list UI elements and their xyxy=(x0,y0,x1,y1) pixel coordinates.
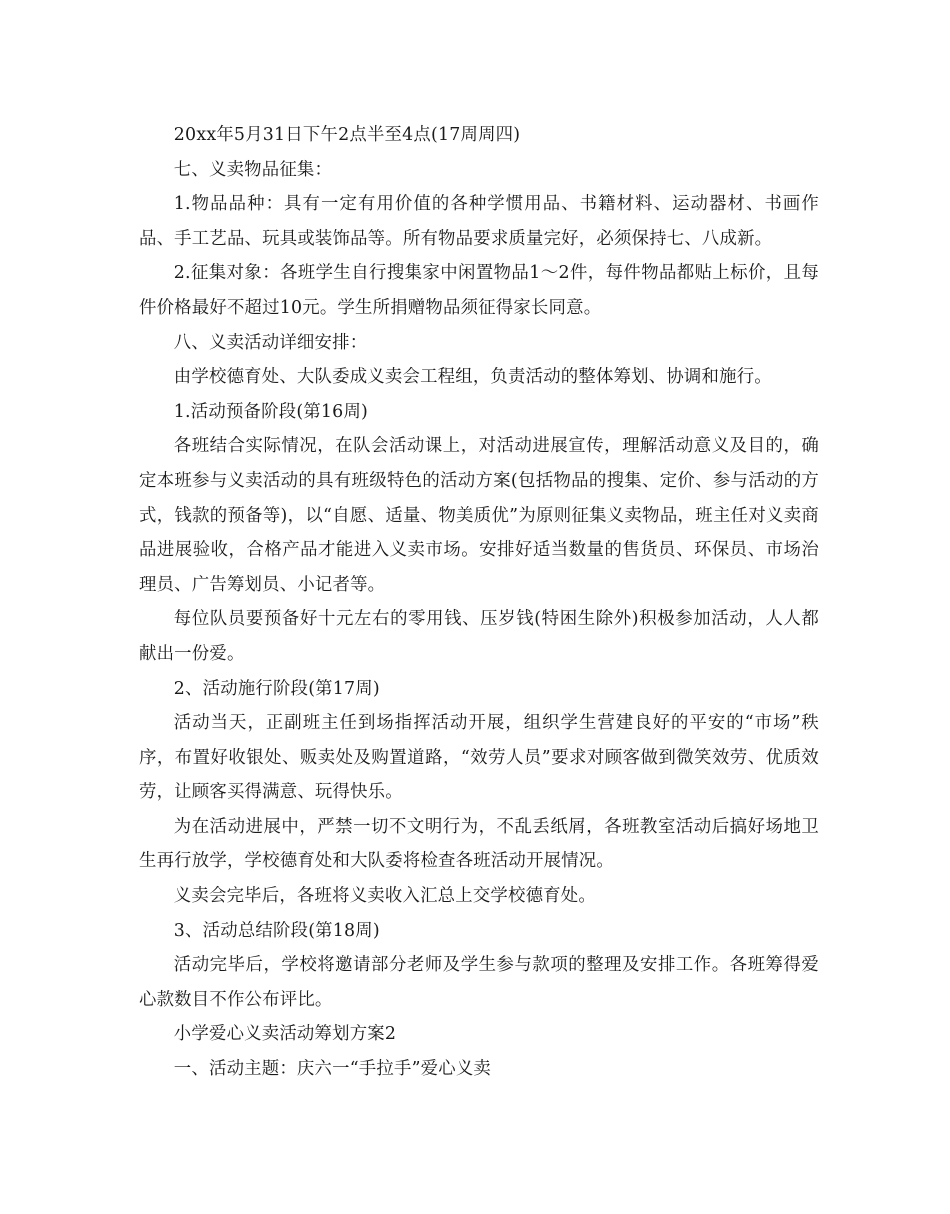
paragraph-conduct: 为在活动进展中，严禁一切不文明行为，不乱丢纸屑，各班教室活动后搞好场地卫生再行放学，学校德育处和大队委将检查各班活动开展情况。 xyxy=(139,816,819,872)
paragraph-item-types: 1.物品品种：具有一定有用价值的各种学惯用品、书籍材料、运动器材、书画作品、手工艺品、玩具或装饰品等。所有物品要求质量完好，必须保持七、八成新。 xyxy=(139,194,819,249)
heading-item-collection: 七、义卖物品征集： xyxy=(173,159,333,180)
subheading-summary-stage: 3、活动总结阶段(第18周) xyxy=(173,920,380,941)
paragraph-time: 20xx年5月31日下午2点半至4点(17周周四) xyxy=(173,125,521,145)
paragraph-collection-targets: 2.征集对象：各班学生自行搜集家中闲置物品1～2件，每件物品都贴上标价，且每件价格最好不超过10元。学生所捐赠物品须征得家长同意。 xyxy=(139,263,819,318)
heading-detailed-arrangement: 八、义卖活动详细安排： xyxy=(173,332,368,353)
paragraph-proceeds: 义卖会完毕后，各班将义卖收入汇总上交学校德育处。 xyxy=(173,886,596,907)
paragraph-organizer: 由学校德育处、大队委成义卖会工程组，负责活动的整体筹划、协调和施行。 xyxy=(173,367,772,388)
paragraph-activity-theme: 一、活动主题：庆六一“手拉手”爱心义卖 xyxy=(173,1059,492,1080)
paragraph-preparation-details: 各班结合实际情况，在队会活动课上，对活动进展宣传，理解活动意义及目的，确定本班参与义卖活动的具有班级特色的活动方案(包括物品的搜集、定价、参与活动的方式，钱款的预备等)，以“自愿、适量、物美质优”为原则征集义卖物品，班主任对义卖商品进展验收，合格产品才能进入义卖市场。安排好适当数量的售货员、环保员、市场治理员、广告筹划员、小记者等。 xyxy=(139,436,819,595)
subheading-preparation-stage: 1.活动预备阶段(第16周) xyxy=(173,401,369,422)
paragraph-event-day: 活动当天，正副班主任到场指挥活动开展，组织学生营建良好的平安的“市场”秩序，布置好收银处、贩卖处及购置道路，“效劳人员”要求对顾客做到微笑效劳、优质效劳，让顾客买得满意、玩得快乐。 xyxy=(139,713,819,803)
heading-plan-2: 小学爱心义卖活动筹划方案2 xyxy=(173,1024,397,1045)
document-body xyxy=(139,118,819,1087)
paragraph-pocket-money: 每位队员要预备好十元左右的零用钱、压岁钱(特困生除外)积极参加活动，人人都献出一份爱。 xyxy=(139,609,819,664)
paragraph-summary-details: 活动完毕后，学校将邀请部分老师及学生参与款项的整理及安排工作。各班筹得爱心款数目不作公布评比。 xyxy=(139,955,819,1010)
subheading-implementation-stage: 2、活动施行阶段(第17周) xyxy=(173,678,380,699)
